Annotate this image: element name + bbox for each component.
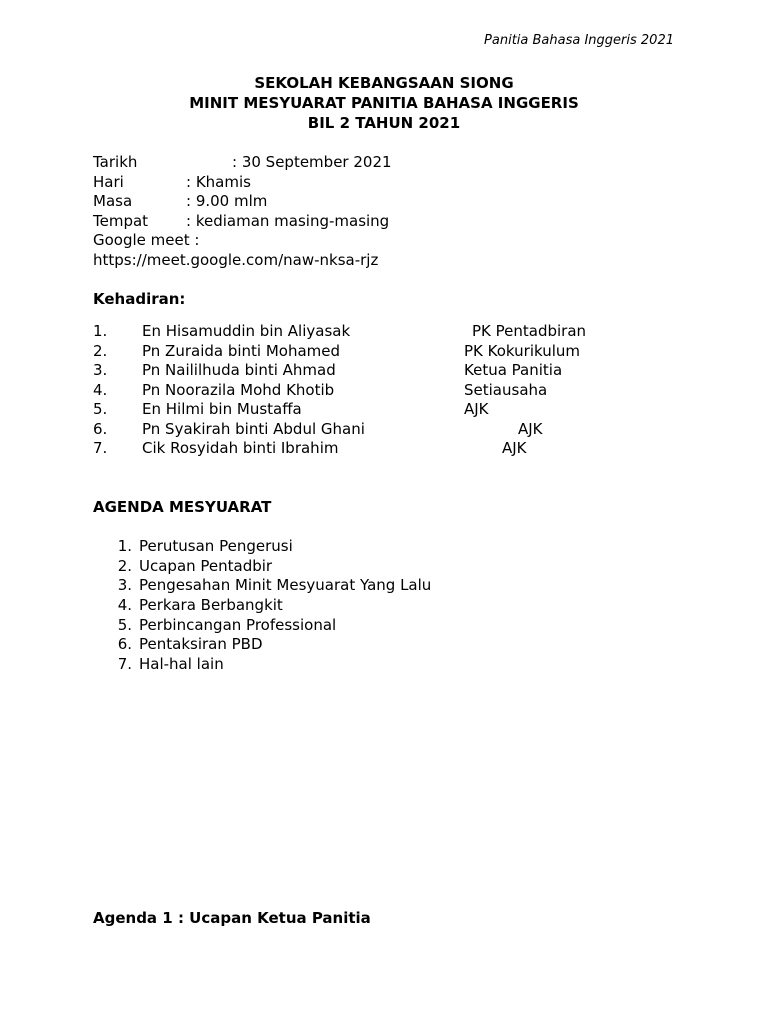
attendance-row-num: 1. — [93, 322, 108, 340]
school-name: SEKOLAH KEBANGSAAN SIONG — [254, 74, 514, 92]
attendance-row-num: 3. — [93, 361, 108, 379]
attendance-row-role: AJK — [518, 420, 543, 438]
attendance-row-name: Pn Noorazila Mohd Khotib — [142, 381, 335, 399]
attendance-row-role: AJK — [464, 400, 489, 418]
header-note: Panitia Bahasa Inggeris 2021 — [484, 33, 674, 48]
tarikh-value: : 30 September 2021 — [232, 153, 392, 171]
hari-value: : Khamis — [186, 173, 251, 191]
agenda-item-label: Pentaksiran PBD — [139, 635, 263, 653]
attendance-row-num: 2. — [93, 342, 108, 360]
agenda-item-label: Perkara Berbangkit — [139, 596, 283, 614]
agenda-item-num: 7. — [117, 655, 132, 673]
attendance-row-num: 7. — [93, 439, 108, 457]
attendance-row-role: PK Kokurikulum — [464, 342, 581, 360]
agenda-item-num: 5. — [117, 616, 132, 634]
attendance-row-name: En Hisamuddin bin Aliyasak — [142, 322, 351, 340]
google-meet-label: Google meet : — [93, 231, 200, 249]
attendance-row-role: Ketua Panitia — [464, 361, 563, 379]
agenda-item-num: 3. — [117, 576, 132, 594]
agenda-heading: AGENDA MESYUARAT — [93, 498, 272, 516]
agenda-item-num: 2. — [117, 557, 132, 575]
masa-label: Masa — [93, 192, 133, 210]
attendance-row-name: Pn Naililhuda binti Ahmad — [142, 361, 336, 379]
hari-label: Hari — [93, 173, 124, 191]
google-meet-link[interactable]: https://meet.google.com/naw-nksa-rjz — [93, 251, 379, 269]
document-title: MINIT MESYUARAT PANITIA BAHASA INGGERIS — [189, 94, 579, 112]
attendance-row-name: Pn Syakirah binti Abdul Ghani — [142, 420, 365, 438]
attendance-row-role: AJK — [502, 439, 527, 457]
attendance-row-name: Cik Rosyidah binti Ibrahim — [142, 439, 339, 457]
attendance-row-num: 4. — [93, 381, 108, 399]
agenda-item-label: Perbincangan Professional — [139, 616, 337, 634]
tempat-label: Tempat — [93, 212, 149, 230]
attendance-heading: Kehadiran: — [93, 290, 186, 308]
tarikh-label: Tarikh — [93, 153, 138, 171]
attendance-row-role: PK Pentadbiran — [472, 322, 587, 340]
attendance-row-role: Setiausaha — [464, 381, 548, 399]
attendance-row-num: 5. — [93, 400, 108, 418]
agenda-item-num: 6. — [117, 635, 132, 653]
agenda-item-label: Perutusan Pengerusi — [139, 537, 293, 555]
document-number: BIL 2 TAHUN 2021 — [307, 114, 461, 132]
agenda-item-label: Hal-hal lain — [139, 655, 224, 673]
attendance-row-name: Pn Zuraida binti Mohamed — [142, 342, 341, 360]
masa-value: : 9.00 mlm — [186, 192, 268, 210]
agenda-item-num: 4. — [117, 596, 132, 614]
agenda-1-heading: Agenda 1 : Ucapan Ketua Panitia — [93, 909, 371, 927]
agenda-item-label: Pengesahan Minit Mesyuarat Yang Lalu — [139, 576, 432, 594]
attendance-row-num: 6. — [93, 420, 108, 438]
agenda-item-label: Ucapan Pentadbir — [139, 557, 273, 575]
agenda-item-num: 1. — [117, 537, 132, 555]
attendance-row-name: En Hilmi bin Mustaffa — [142, 400, 302, 418]
tempat-value: : kediaman masing-masing — [186, 212, 390, 230]
